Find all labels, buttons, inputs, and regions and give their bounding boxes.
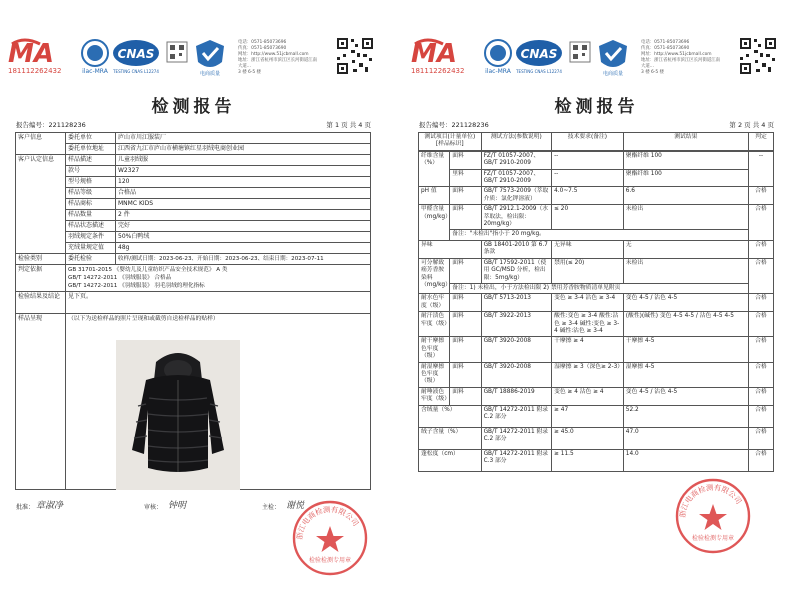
conclusion-value: 见下页。: [66, 292, 371, 314]
section-label: 样品呈现: [16, 314, 66, 490]
ecr-shield-logo: [595, 38, 631, 76]
judgement: 合格: [748, 337, 773, 362]
test-item: 耐汗渍色牢度（级）: [419, 312, 450, 337]
report-number-row: [2, 118, 385, 132]
standard-line: GB/T 14272-2011 《羽绒服装》 合格品: [68, 275, 172, 281]
table-row: [419, 312, 774, 337]
sample-part: 面料: [450, 294, 481, 312]
requirement: 酸性:变色 ≥ 3-4 酸性:沾色 ≥ 3-4 碱性:变色 ≥ 3-4 碱性:沾色 ≥ 3-4: [552, 312, 624, 337]
test-item: 绒子含量（%）: [419, 427, 482, 449]
table-header-row: [419, 133, 774, 151]
contact-phone: 电话：0571-85073696: [238, 40, 287, 45]
test-result: 无: [623, 240, 748, 258]
table-row: [419, 405, 774, 427]
table-row: [16, 144, 371, 155]
test-method: GB 18401-2010 第 6.7 条款: [481, 240, 552, 258]
test-method: FZ/T 01057-2007、GB/T 2910-2009: [481, 169, 552, 187]
requirement: ≥ 47: [552, 405, 624, 427]
test-result: 6.6: [623, 187, 748, 205]
test-method: GB/T 2912.1-2009（水萃取法，检出限：20mg/kg）: [481, 205, 552, 230]
sample-part: 面料: [450, 337, 481, 362]
standards-list: [66, 265, 371, 292]
test-result: 未检出: [623, 205, 748, 230]
table-row: [419, 337, 774, 362]
test-item: 含绒量（%）: [419, 405, 482, 427]
judgement: 合格: [748, 205, 773, 241]
cma-logo: [409, 38, 479, 76]
field-value: W2327: [116, 166, 371, 177]
table-row: [419, 187, 774, 205]
sample-photo-cell: [66, 314, 371, 490]
table-row: [419, 205, 774, 230]
table-row: [419, 427, 774, 449]
review-signature: 钟明: [168, 501, 187, 511]
column-header: 测试方法(参数说明): [481, 133, 552, 151]
test-method: GB/T 14272-2011 附录 C.2 部分: [481, 427, 552, 449]
table-row: [16, 254, 371, 265]
judgement: 合格: [748, 362, 773, 387]
svg-text:TESTING CNAS L12274: TESTING CNAS L12274: [113, 69, 159, 74]
svg-text:电商质量: 电商质量: [199, 71, 221, 76]
table-row: [419, 240, 774, 258]
judgement: --: [748, 151, 773, 187]
column-header: 判定: [748, 133, 773, 151]
field-value: MNMC KIDS: [116, 199, 371, 210]
judgement: 合格: [748, 312, 773, 337]
report-page-1: [2, 28, 385, 594]
requirement: 湿摩擦 ≥ 3（深色≥ 2-3）: [552, 362, 624, 387]
table-row: [419, 169, 774, 187]
contact-floor: 3 楼 6-5 楼: [641, 70, 664, 75]
column-header: 测试项目(计量单位)[样品标识]: [419, 133, 482, 151]
report-page-2: [405, 28, 788, 594]
test-item: 耐干摩擦色牢度（级）: [419, 337, 450, 362]
test-result: 变色 4-5 / 沾色 4-5: [623, 294, 748, 312]
test-item: 可分解致癌芳香胺染料（mg/kg）: [419, 258, 450, 294]
judgement: 合格: [748, 405, 773, 427]
qr-small-icon: [164, 38, 190, 76]
table-row: [419, 283, 774, 293]
contact-website: 网址：http://www.51jcbmall.com: [641, 52, 712, 57]
svg-text:电商质量: 电商质量: [602, 71, 624, 76]
test-results-table: [418, 132, 774, 472]
svg-text:181112262432: 181112262432: [411, 67, 465, 75]
section-label: 客户认定信息: [16, 155, 66, 254]
field-label: 样品商标: [66, 199, 116, 210]
report-header: [2, 28, 385, 86]
ilac-mra-logo: [483, 38, 513, 76]
field-value: 完好: [116, 221, 371, 232]
field-value: 庐山市川江服装厂: [116, 133, 371, 144]
section-label: 检验结果及结论: [16, 292, 66, 314]
requirement: 变色 ≥ 3-4 沾色 ≥ 3-4: [552, 294, 624, 312]
requirement: 无异味: [552, 240, 624, 258]
page-indicator: 第 1 页 共 4 页: [326, 121, 371, 129]
table-row: [419, 449, 774, 471]
test-result: (酸性)(碱性) 变色 4-5 4-5 / 沾色 4-5 4-5: [623, 312, 748, 337]
requirement: --: [552, 169, 624, 187]
svg-text:检验检测专用章: 检验检测专用章: [691, 535, 735, 542]
review-label: 审核：: [144, 504, 163, 511]
judgement: 合格: [748, 258, 773, 294]
contact-info: [641, 40, 721, 76]
test-method: FZ/T 01057-2007、GB/T 2910-2009: [481, 151, 552, 169]
field-value: 48g: [116, 243, 371, 254]
field-label: 委托检验: [66, 254, 116, 265]
table-row: [419, 362, 774, 387]
requirement: 4.0~7.5: [552, 187, 624, 205]
requirement: ≥ 45.0: [552, 427, 624, 449]
sample-part: 面料: [450, 312, 481, 337]
field-value: 儿童羽绒服: [116, 155, 371, 166]
main-inspector-label: 主检：: [262, 504, 281, 511]
report-title: 检测报告: [151, 97, 236, 117]
test-item: pH 值: [419, 187, 450, 205]
svg-text:检验检测专用章: 检验检测专用章: [308, 557, 352, 564]
main-inspector-signature: 谢悦: [286, 501, 305, 511]
contact-fax: 传真：0571-85073690: [238, 46, 287, 51]
test-result: 47.0: [623, 427, 748, 449]
section-label: 判定依据: [16, 265, 66, 292]
test-result: 聚酯纤维 100: [623, 151, 748, 169]
test-item: 耐湿摩擦色牢度（级）: [419, 362, 450, 387]
field-value: 50%白鸭绒: [116, 232, 371, 243]
test-result: 未检出: [623, 258, 748, 283]
jacket-photo: [116, 340, 240, 490]
report-number: 报告编号：221128236: [419, 121, 489, 129]
svg-text:浙江电商检测有限公司: 浙江电商检测有限公司: [677, 482, 744, 519]
approve-label: 批准：: [16, 504, 35, 511]
table-row: [16, 133, 371, 144]
sample-part: 面料: [450, 258, 481, 283]
test-result: 52.2: [623, 405, 748, 427]
judgement: 合格: [748, 240, 773, 258]
table-row: [419, 387, 774, 405]
test-item: 耐唾液色牢度（级）: [419, 387, 450, 405]
judgement: 合格: [748, 427, 773, 449]
standard-line: GB 31701-2015 《婴幼儿及儿童纺织产品安全技术规范》 A 类: [68, 267, 228, 273]
judgement: 合格: [748, 187, 773, 205]
test-method: GB/T 3922-2013: [481, 312, 552, 337]
contact-info: [238, 40, 318, 76]
field-label: 羽绒规定条件: [66, 232, 116, 243]
field-label: 样品描述: [66, 155, 116, 166]
approve-signature: 章淑净: [36, 501, 64, 511]
field-label: 样品数量: [66, 210, 116, 221]
photo-note: （以下为送检样品的照片呈现和或截剪自送检样品的贴样）: [68, 316, 219, 322]
test-item: 耐水色牢度（级）: [419, 294, 450, 312]
judgement: 合格: [748, 294, 773, 312]
report-number-row: [405, 118, 788, 132]
column-header: 测试结果: [623, 133, 748, 151]
sample-part: 里料: [450, 169, 481, 187]
ilac-mra-logo: [80, 38, 110, 76]
report-header: [405, 28, 788, 86]
table-row: [16, 292, 371, 314]
field-label: 充绒量规定值: [66, 243, 116, 254]
judgement: 合格: [748, 449, 773, 471]
client-info-table: [15, 132, 371, 490]
qr-code-icon: [335, 36, 375, 76]
qr-small-icon: [567, 38, 593, 76]
test-method: GB/T 14272-2011 附录 C.3 部分: [481, 449, 552, 471]
contact-fax: 传真：0571-85073690: [641, 46, 690, 51]
test-item: 甲醛含量（mg/kg）: [419, 205, 450, 241]
requirement: ≤ 20: [552, 205, 624, 230]
field-value: 2 件: [116, 210, 371, 221]
test-result: 14.0: [623, 449, 748, 471]
section-label: 检验类别: [16, 254, 66, 265]
remark: 备注：1) 未检出，小于方法检出限 2) 禁用芳香胺物质清单见附页: [450, 283, 749, 293]
cnas-logo: [515, 38, 563, 76]
table-row: [419, 294, 774, 312]
requirement: ≥ 11.5: [552, 449, 624, 471]
contact-phone: 电话：0571-85073696: [641, 40, 690, 45]
report-number: 报告编号：221128236: [16, 121, 86, 129]
requirement: 干摩擦 ≥ 4: [552, 337, 624, 362]
official-stamp: [673, 476, 753, 556]
test-method: GB/T 17592-2011（使用 GC/MSD 分析，检出限：5mg/kg）: [481, 258, 552, 283]
judgement: 合格: [748, 387, 773, 405]
page-indicator: 第 2 页 共 4 页: [729, 121, 774, 129]
requirement: --: [552, 151, 624, 169]
table-row: [419, 151, 774, 169]
test-method: GB/T 3920-2008: [481, 337, 552, 362]
test-result: 聚酯纤维 100: [623, 169, 748, 187]
standard-line: GB/T 14272-2011 《羽绒服装》 羽毛羽绒的理化指标: [68, 283, 205, 289]
table-row: [16, 314, 371, 490]
remark: 备注："未检出"指小于 20 mg/kg。: [450, 230, 749, 240]
sample-part: 面料: [450, 387, 481, 405]
official-stamp: [290, 498, 370, 578]
table-row: [419, 258, 774, 283]
svg-text:ilac-MRA: ilac-MRA: [485, 68, 511, 75]
field-label: 样品等级: [66, 188, 116, 199]
sample-part: 面料: [450, 362, 481, 387]
svg-text:TESTING CNAS L12274: TESTING CNAS L12274: [516, 69, 562, 74]
sample-part: 面料: [450, 187, 481, 205]
svg-text:MA: MA: [8, 39, 54, 69]
test-result: 变色 4-5 / 沾色 4-5: [623, 387, 748, 405]
contact-website: 网址：http://www.51jcbmall.com: [238, 52, 309, 57]
qr-code-icon: [738, 36, 778, 76]
table-row: [16, 265, 371, 292]
field-label: 款号: [66, 166, 116, 177]
report-title: 检测报告: [554, 97, 639, 117]
cnas-logo: [112, 38, 160, 76]
test-method: GB/T 18886-2019: [481, 387, 552, 405]
test-method: GB/T 7573-2009（萃取介质：氯化钾溶液）: [481, 187, 552, 205]
test-item: 纤维含量（%）: [419, 151, 450, 187]
svg-text:MA: MA: [411, 39, 457, 69]
svg-text:浙江电商检测有限公司: 浙江电商检测有限公司: [294, 504, 361, 541]
svg-text:181112262432: 181112262432: [8, 67, 62, 75]
field-label: 委托单位地址: [66, 144, 116, 155]
svg-text:CNAS: CNAS: [117, 47, 155, 61]
sample-part: 面料: [450, 151, 481, 169]
test-method: GB/T 14272-2011 附录 C.2 部分: [481, 405, 552, 427]
contact-floor: 3 楼 6-5 楼: [238, 70, 261, 75]
test-item: 异味: [419, 240, 482, 258]
sample-part: 面料: [450, 205, 481, 230]
cma-logo: [6, 38, 76, 76]
test-method: GB/T 3920-2008: [481, 362, 552, 387]
column-header: 技术要求(备注): [552, 133, 624, 151]
field-label: 委托单位: [66, 133, 116, 144]
contact-address: 地址：浙江省杭州市滨江区长河街道江南大道...: [641, 58, 721, 69]
test-dates: 收样/测试日期：2023-06-23、开始日期：2023-06-23、结束日期：2023-07-11: [116, 254, 371, 265]
requirement: 禁用(≤ 20): [552, 258, 624, 283]
field-value: 120: [116, 177, 371, 188]
table-row: [16, 155, 371, 166]
test-method: GB/T 5713-2013: [481, 294, 552, 312]
field-value: 江西省九江市庐山市横塘镇红星羽绒电商创业园: [116, 144, 371, 155]
section-label: 客户信息: [16, 133, 66, 155]
field-label: 样品状态描述: [66, 221, 116, 232]
test-item: 蓬松度（cm）: [419, 449, 482, 471]
ecr-shield-logo: [192, 38, 228, 76]
requirement: 变色 ≥ 4 沾色 ≥ 4: [552, 387, 624, 405]
test-result: 湿摩擦 4-5: [623, 362, 748, 387]
table-row: [419, 230, 774, 240]
test-result: 干摩擦 4-5: [623, 337, 748, 362]
svg-text:ilac-MRA: ilac-MRA: [82, 68, 108, 75]
field-label: 型号规格: [66, 177, 116, 188]
contact-address: 地址：浙江省杭州市滨江区长河街道江南大道...: [238, 58, 318, 69]
field-value: 合格品: [116, 188, 371, 199]
svg-text:CNAS: CNAS: [520, 47, 558, 61]
